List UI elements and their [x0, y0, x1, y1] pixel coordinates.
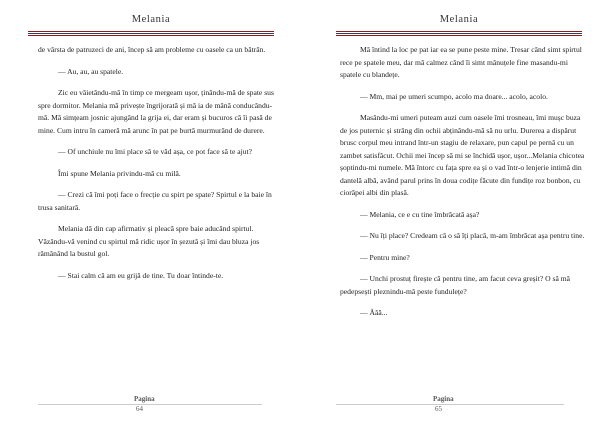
paragraph: — Crezi că îmi poți face o frecție cu spirt pe spate? Spirtul e la baie în trusa sanitară.: [38, 190, 272, 212]
paragraph: — Melania, ce e cu tine îmbrăcată așa?: [360, 209, 480, 219]
paragraph: Masându-mi umeri puteam auzi cum oasele îmi trosneau, îmi mușc buza de jos puternic și strâng din ochii abținându-mă să nu urlu. Durerea a dispărut brusc corpul meu intrand într-un stagiu de relaxare, pun capul pe pernă cu un zambet satisfăcut. Ochii mei încep să mi se închidă ușor, ușor...Melania chicotea șoptindu-mi numele. Mă întorc cu fața spre ea și o vad într-o lenjerie intimă din dantelă albă, având parul prins în doua codițe făcute din fundițe roz bonbon, cu ciorăpei albi din plasă.: [340, 113, 585, 197]
paragraph: — Au, au, au spatele.: [58, 66, 124, 76]
paragraph: — Ăăă...: [360, 308, 388, 317]
paragraph: Melania dă din cap afirmativ și pleacă spre baie aducând spirtul. Văzându-vă venind cu spirtul mă ridic ușor în șezută și îmi dau bluza jos rămânând la bustul gol.: [38, 224, 260, 258]
header-rule-bottom: [336, 35, 582, 36]
header-rule-middle: [336, 33, 582, 34]
paragraph: — Stai calm că am eu grijă de tine. Tu doar întinde-te.: [58, 270, 224, 280]
page-header-title: Melania: [131, 14, 171, 25]
footer-page-number: 64: [136, 405, 143, 413]
footer-rule: [38, 404, 262, 405]
paragraph: de vârsta de patruzeci de ani, încep să am probleme cu oasele ca un bătrân.: [38, 45, 266, 54]
paragraph: — Unchi prostuț firește că pentru tine, am facut ceva greșit? O să mă pedepsești pleznindu-mă peste fundulețe?: [340, 274, 571, 296]
footer-rule: [336, 404, 564, 405]
right-page: [300, 0, 600, 425]
footer-page-label: Pagina: [433, 395, 454, 403]
paragraph: — Pentru mine?: [360, 252, 410, 262]
paragraph: Mă întind la loc pe pat iar ea se pune peste mine. Tresar când simt spirtul rece pe spatele meu, dar mă calmez când îi simt mânuțele fine masandu-mi spatele cu blandețe.: [340, 45, 582, 79]
page-header-title: Melania: [439, 14, 479, 25]
paragraph: Zic eu văietându-mă în timp ce mergeam ușor, ținându-mă de spate sus spre dormitor. Melania mă privește îngrijorată și mă ia de mână conducându-mă. Mă simțeam josnic ajungând la grija ei, dar eram și bucuros că îi pasă de mine. Cum intru în cameră mă arunc în pat pe burtă murmurând de durere.: [38, 88, 274, 135]
paragraph: — Nu îți place? Credeam că o să îți placă, m-am îmbrăcat așa pentru tine.: [360, 231, 585, 240]
page-body: [38, 44, 276, 291]
header-rule-top: [28, 31, 274, 32]
footer-page-number: 65: [435, 405, 442, 413]
paragraph: — Mm, mai pe umeri scumpo, acolo ma doare... acolo, acolo.: [360, 91, 548, 101]
header-rule-top: [336, 31, 582, 32]
paragraph: — Of unchiule nu îmi place să te văd așa, ce pot face să te ajut?: [58, 147, 252, 156]
paragraph: Îmi spune Melania privindu-mă cu milă.: [58, 168, 181, 178]
header-rule-middle: [28, 33, 274, 34]
footer-page-label: Pagina: [134, 395, 155, 403]
header-rule-bottom: [28, 35, 274, 36]
page-body: [340, 44, 586, 329]
